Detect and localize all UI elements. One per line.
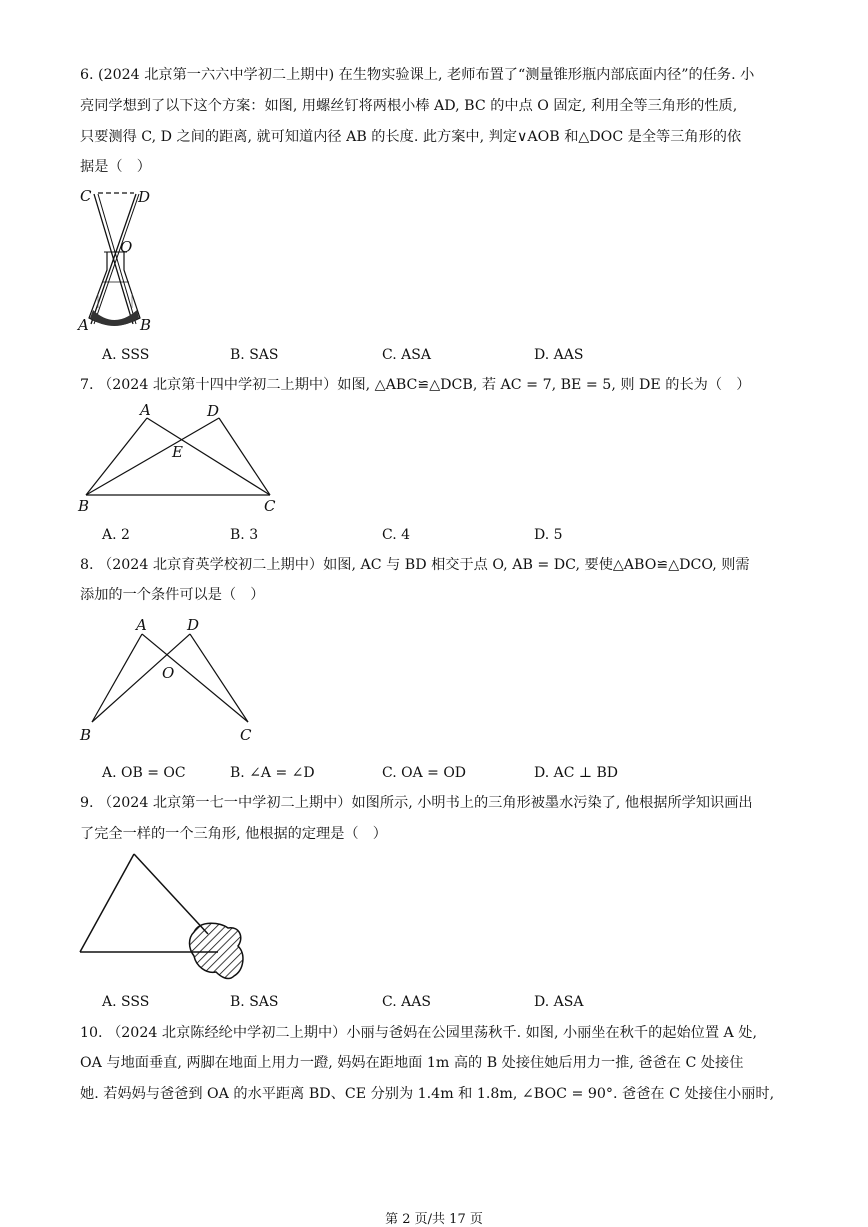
q9-option-a[interactable]: A. SSS xyxy=(102,994,150,1010)
q6-line-1: 6. (2024 北京第一六六中学初二上期中) 在生物实验课上, 老师布置了“测量锥形瓶内部底面内径”的任务. 小 xyxy=(80,67,755,83)
q6-option-b[interactable]: B. SAS xyxy=(230,347,279,363)
label-e: E xyxy=(172,443,183,461)
label-b: B xyxy=(140,316,152,334)
q6-option-a[interactable]: A. SSS xyxy=(102,347,150,363)
label-b: B xyxy=(80,726,92,744)
q6-line-3: 只要测得 C, D 之间的距离, 就可知道内径 AB 的长度. 此方案中, 判定∨AOB 和△DOC 是全等三角形的依 xyxy=(80,129,742,145)
label-c: C xyxy=(240,726,252,744)
q8-line-2: 添加的一个条件可以是（ ） xyxy=(80,587,265,603)
label-o: O xyxy=(120,238,133,256)
label-a: A xyxy=(136,616,147,634)
q9-line-1: 9. （2024 北京第一七一中学初二上期中）如图所示, 小明书上的三角形被墨水污染了, 他根据所学知识画出 xyxy=(80,795,753,811)
q9-option-c[interactable]: C. AAS xyxy=(382,994,431,1010)
label-a: A xyxy=(140,401,151,419)
q9-option-d[interactable]: D. ASA xyxy=(534,994,584,1010)
q8-line-1: 8. （2024 北京育英学校初二上期中）如图, AC 与 BD 相交于点 O, AB = DC, 要使△ABO≌△DCO, 则需 xyxy=(80,557,750,573)
page-number: 第 2 页/共 17 页 xyxy=(385,1212,483,1227)
q7-option-c[interactable]: C. 4 xyxy=(382,527,411,543)
q7-line-1: 7. （2024 北京第十四中学初二上期中）如图, △ABC≌△DCB, 若 AC = 7, BE = 5, 则 DE 的长为（ ） xyxy=(80,377,751,393)
q6-option-c[interactable]: C. ASA xyxy=(382,347,431,363)
q8-option-a[interactable]: A. OB = OC xyxy=(102,765,186,781)
q9-ink-triangle-figure xyxy=(74,848,254,983)
q7-option-d[interactable]: D. 5 xyxy=(534,527,563,543)
q6-option-d[interactable]: D. AAS xyxy=(534,347,584,363)
q7-triangles-figure xyxy=(74,400,284,515)
q8-option-c[interactable]: C. OA = OD xyxy=(382,765,467,781)
q7-option-b[interactable]: B. 3 xyxy=(230,527,259,543)
q9-option-b[interactable]: B. SAS xyxy=(230,994,279,1010)
q9-line-2: 了完全一样的一个三角形, 他根据的定理是（ ） xyxy=(80,826,387,842)
label-d: D xyxy=(138,188,151,206)
label-o: O xyxy=(162,664,175,682)
q10-line-3: 她. 若妈妈与爸爸到 OA 的水平距离 BD、CE 分别为 1.4m 和 1.8m, ∠BOC = 90°. 爸爸在 C 处接住小丽时, xyxy=(80,1086,775,1102)
label-b: B xyxy=(78,497,90,515)
q7-option-a[interactable]: A. 2 xyxy=(102,527,130,543)
label-a: A xyxy=(78,316,89,334)
q10-line-1: 10. （2024 北京陈经纶中学初二上期中）小丽与爸妈在公园里荡秋千. 如图, 小丽坐在秋千的起始位置 A 处, xyxy=(80,1025,758,1041)
label-c: C xyxy=(264,497,276,515)
q10-line-2: OA 与地面垂直, 两脚在地面上用力一蹬, 妈妈在距地面 1m 高的 B 处接住她后用力一推, 爸爸在 C 处接住 xyxy=(80,1055,744,1071)
q8-option-d[interactable]: D. AC ⊥ BD xyxy=(534,765,619,781)
label-c: C xyxy=(80,187,92,205)
q6-line-4: 据是（ ） xyxy=(80,159,151,175)
q6-flask-figure xyxy=(76,182,166,338)
q8-crossed-triangles-figure xyxy=(76,612,266,747)
label-d: D xyxy=(187,616,200,634)
q6-line-2: 亮同学想到了以下这个方案：如图, 用螺丝钉将两根小棒 AD, BC 的中点 O 固定, 利用全等三角形的性质, xyxy=(80,98,738,114)
q8-option-b[interactable]: B. ∠A = ∠D xyxy=(230,765,315,781)
label-d: D xyxy=(207,402,220,420)
